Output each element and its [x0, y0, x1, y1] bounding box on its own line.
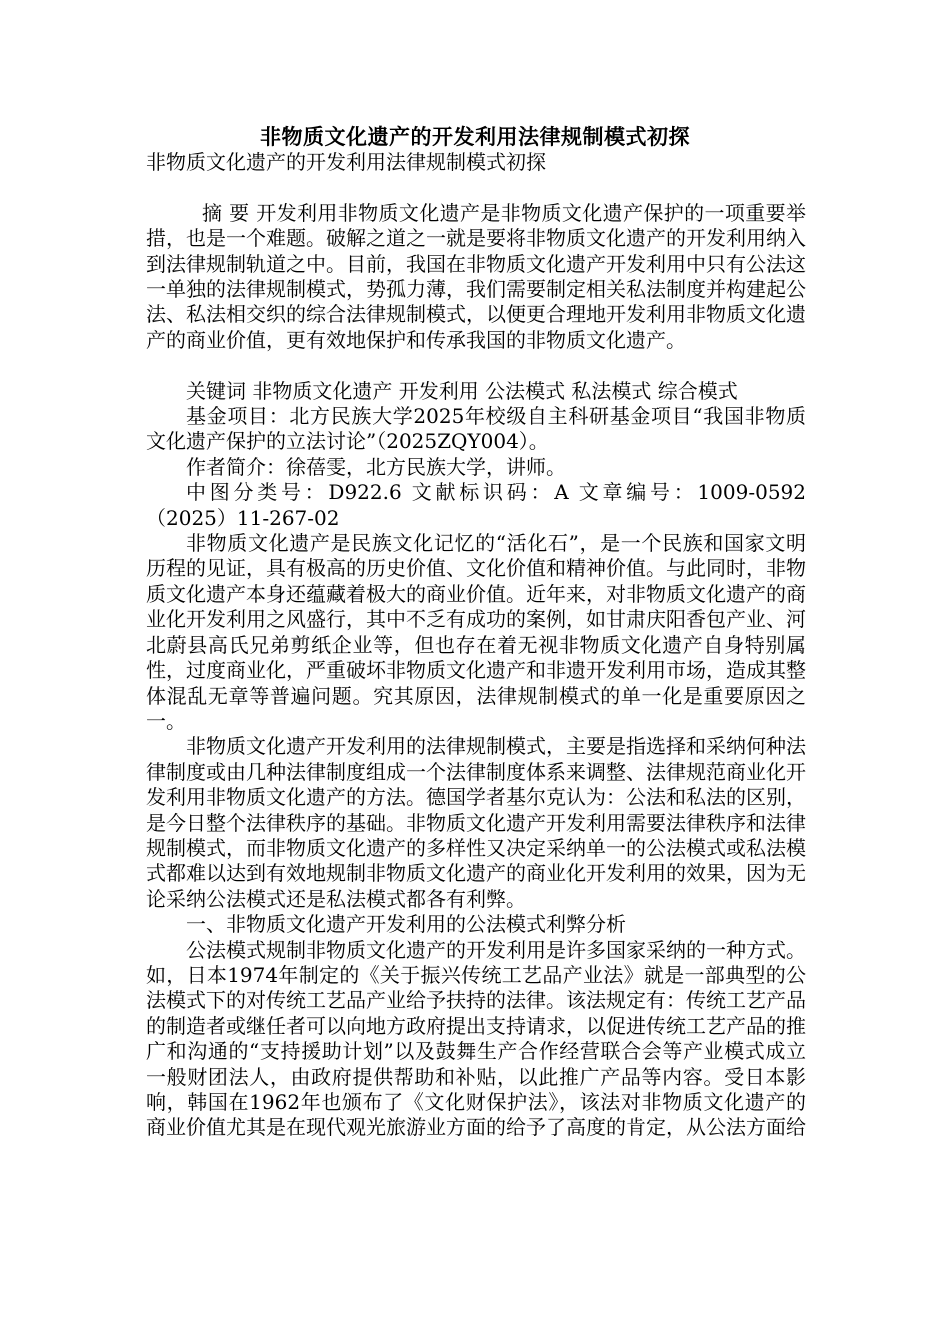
classification-line: 中图分类号：D922.6 文献标识码：A 文章编号：1009-0592（2025）11-267-02 [146, 480, 806, 530]
section-heading: 一、非物质文化遗产开发利用的公法模式利弊分析 [186, 912, 626, 937]
document-body [146, 150, 806, 1141]
document-subtitle: 非物质文化遗产的开发利用法律规制模式初探 [146, 150, 546, 174]
body-paragraph: 非物质文化遗产开发利用的法律规制模式，主要是指选择和采纳何种法律制度或由几种法律制度组成一个法律制度体系来调整、法律规范商业化开发利用非物质文化遗产的方法。德国学者基尔克认为：公法和私法的区别，是今日整个法律秩序的基础。非物质文化遗产开发利用需要法律秩序和法律规制模式，而非物质文化遗产的多样性又决定采纳单一的公法模式或私法模式都难以达到有效地规制非物质文化遗产的商业化开发利用的效果，因为无论采纳公法模式还是私法模式都各有利弊。 [146, 734, 806, 911]
body-paragraph: 公法模式规制非物质文化遗产的开发利用是许多国家采纳的一种方式。如，日本1974年制定的《关于振兴传统工艺品产业法》就是一部典型的公法模式下的对传统工艺品产业给予扶持的法律。该法规定有：传统工艺产品的制造者或继任者可以向地方政府提出支持请求，以促进传统工艺产品的推广和沟通的“支持援助计划”以及鼓舞生产合作经营联合会等产业模式成立一般财团法人，由政府提供帮助和补贴，以此推广产品等内容。受日本影响，韩国在1962年也颁布了《文化财保护法》，该法对非物质文化遗产的商业价值尤其是在现代观光旅游业方面的给予了高度的肯定，从公法方面给 [146, 937, 806, 1140]
keywords-line: 关键词 非物质文化遗产 开发利用 公法模式 私法模式 综合模式 [186, 378, 738, 403]
blank-line [146, 353, 806, 378]
body-paragraph: 非物质文化遗产是民族文化记忆的“活化石”，是一个民族和国家文明历程的见证，具有极高的历史价值、文化价值和精神价值。与此同时，非物质文化遗产本身还蕴藏着极大的商业价值。近年来，对非物质文化遗产的商业化开发利用之风盛行，其中不乏有成功的案例，如甘肃庆阳香包产业、河北蔚县高氏兄弟剪纸企业等，但也存在着无视非物质文化遗产自身特别属性，过度商业化，严重破坏非物质文化遗产和非遗开发利用市场，造成其整体混乱无章等普遍问题。究其原因，法律规制模式的单一化是重要原因之一。 [146, 531, 806, 733]
blank-line [146, 175, 806, 200]
fund-line: 基金项目：北方民族大学2025年校级自主科研基金项目“我国非物质文化遗产保护的立法讨论”（2025ZQY004）。 [146, 404, 806, 454]
abstract-paragraph: 摘 要 开发利用非物质文化遗产是非物质文化遗产保护的一项重要举措，也是一个难题。破解之道之一就是要将非物质文化遗产的开发利用纳入到法律规制轨道之中。目前，我国在非物质文化遗产开发利用中只有公法这一单独的法律规制模式，势孤力薄，我们需要制定相关私法制度并构建起公法、私法相交织的综合法律规制模式，以便更合理地开发利用非物质文化遗产的商业价值，更有效地保护和传承我国的非物质文化遗产。 [146, 200, 806, 352]
author-line: 作者简介：徐蓓雯，北方民族大学，讲师。 [186, 454, 566, 479]
document-title: 非物质文化遗产的开发利用法律规制模式初探 [260, 124, 690, 149]
